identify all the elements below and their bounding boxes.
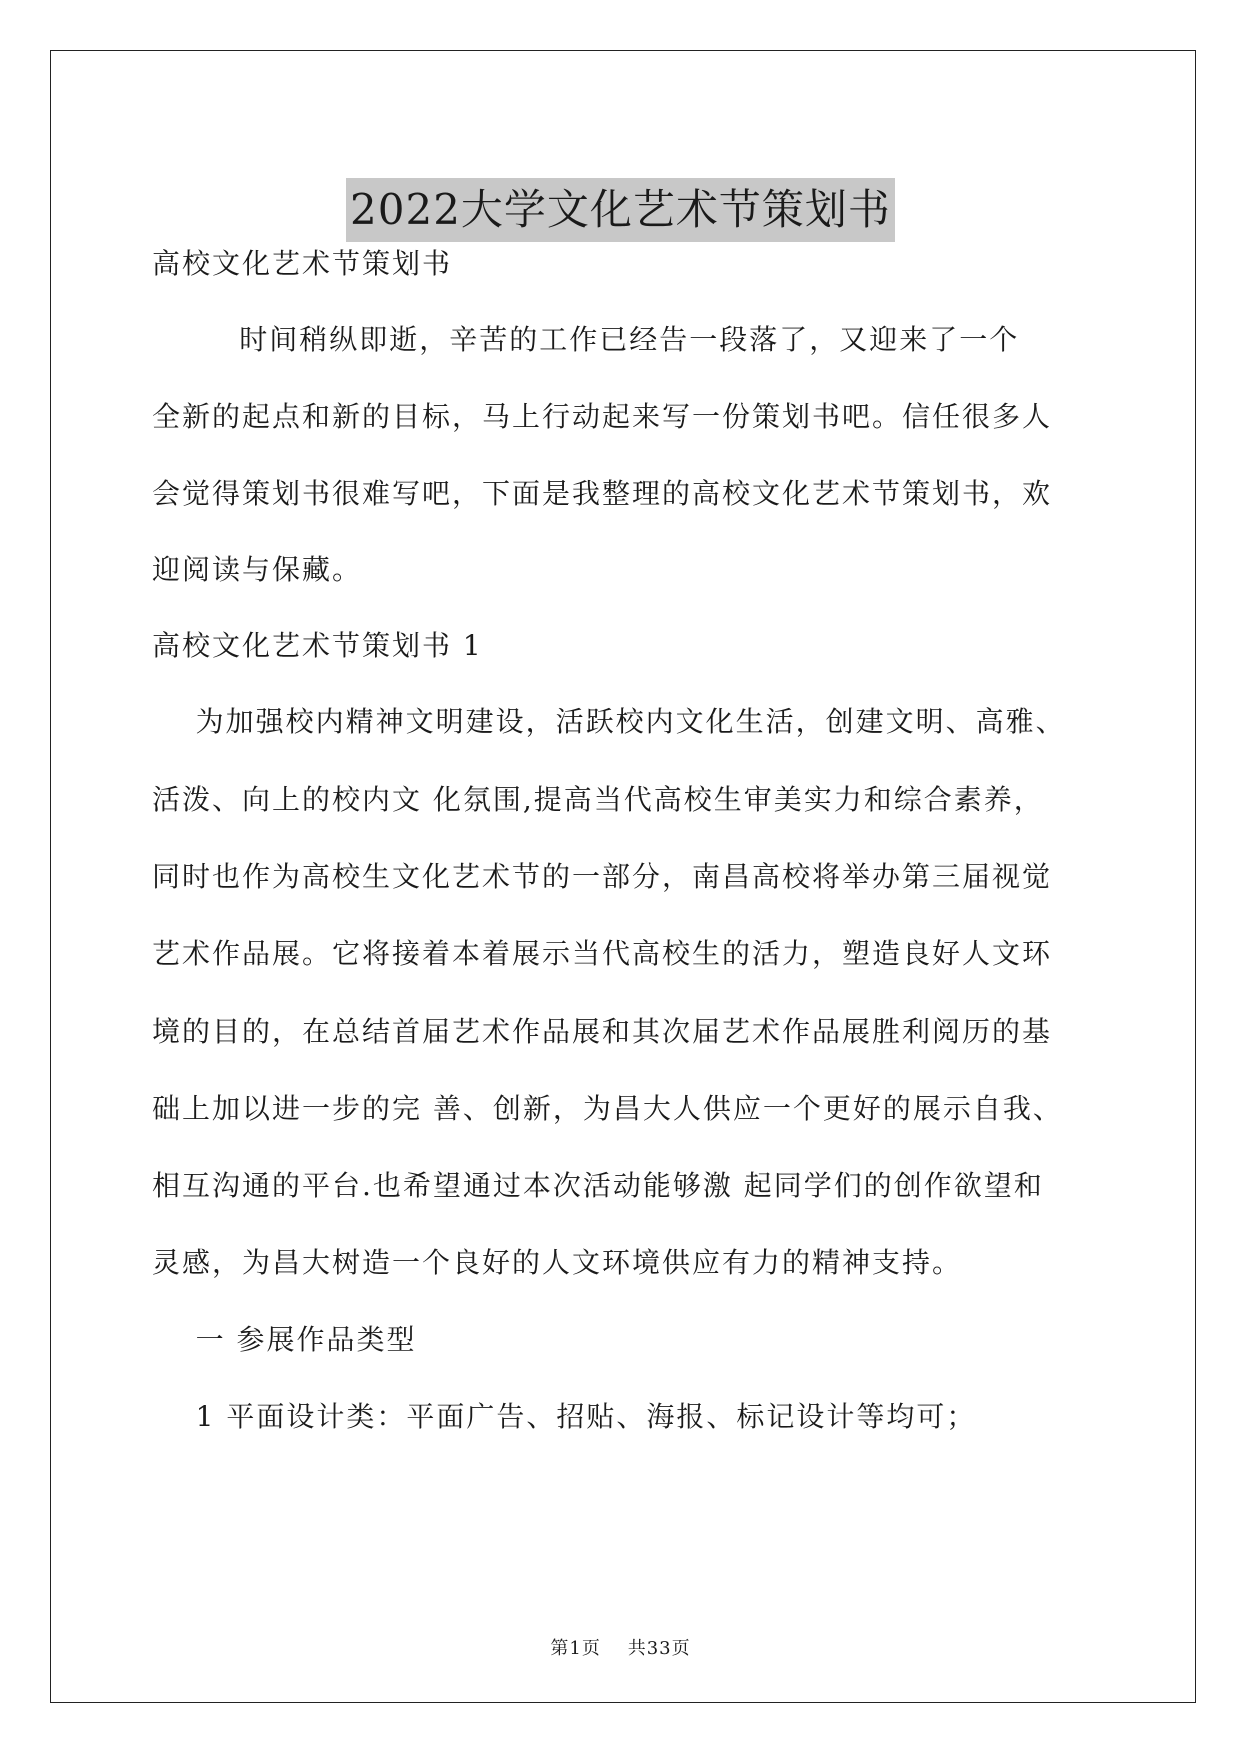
paragraph-line: 灵感，为昌大树造一个良好的人文环境供应有力的精神支持。 [152, 1246, 963, 1279]
section-heading: 高校文化艺术节策划书 [152, 247, 453, 280]
paragraph-line: 迎阅读与保藏。 [152, 553, 363, 586]
paragraph-line: 全新的起点和新的目标，马上行动起来写一份策划书吧。信任很多人 [152, 400, 1053, 433]
paragraph-line: 相互沟通的平台.也希望通过本次活动能够激 起同学们的创作欲望和 [152, 1169, 1044, 1202]
paragraph-line: 活泼、向上的校内文 化氛围,提高当代高校生审美实力和综合素养， [152, 783, 1044, 816]
paragraph-line: 同时也作为高校生文化艺术节的一部分，南昌高校将举办第三届视觉 [152, 860, 1053, 893]
paragraph-line: 础上加以进一步的完 善、创新，为昌大人供应一个更好的展示自我、 [152, 1092, 1063, 1125]
list-item: 1 平面设计类：平面广告、招贴、海报、标记设计等均可； [152, 1400, 977, 1433]
paragraph-line: 会觉得策划书很难写吧，下面是我整理的高校文化艺术节策划书，欢 [152, 477, 1053, 510]
paragraph-line: 境的目的，在总结首届艺术作品展和其次届艺术作品展胜利阅历的基 [152, 1015, 1053, 1048]
page-number: 第1页 共33页 [550, 1638, 691, 1659]
section-heading: 高校文化艺术节策划书 1 [152, 629, 483, 662]
document-title: 2022大学文化艺术节策划书 [346, 178, 895, 242]
subsection-heading: 一 参展作品类型 [152, 1323, 417, 1356]
paragraph-line: 艺术作品展。它将接着本着展示当代高校生的活力，塑造良好人文环 [152, 937, 1053, 970]
paragraph-line: 为加强校内精神文明建设，活跃校内文化生活，创建文明、高雅、 [152, 705, 1066, 738]
paragraph-line: 时间稍纵即逝，辛苦的工作已经告一段落了，又迎来了一个 [152, 323, 1020, 356]
